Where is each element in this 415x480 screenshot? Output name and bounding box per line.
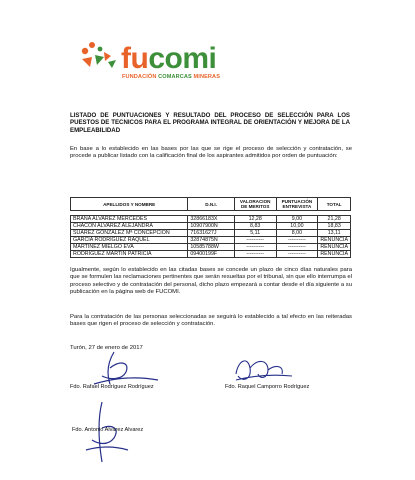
cell-total: 21,28 [318, 216, 351, 223]
logo-subtitle: FUNDACIÓN COMARCAS MINERAS [122, 74, 221, 80]
table-row [71, 251, 351, 258]
cell-total: 18,83 [318, 223, 351, 230]
cell-dni: 10585788W [188, 244, 234, 251]
hiring-paragraph: Para la contratación de las personas seleccionadas se seguirá lo establecido a tal efecto en las reiteradas bases que rigen el proceso de selección y contratación. [70, 314, 352, 328]
intro-paragraph: En base a lo establecido en las bases por las que se rige el proceso de selección y contratación, se procede a publicar listado con la calificación final de los aspirantes admitidos por orden de puntuación: [70, 146, 352, 160]
header-total: TOTAL [318, 198, 351, 211]
cell-interview: 10,00 [276, 223, 318, 230]
cell-name: GARCIA RODRIGUEZ RAQUEL [71, 237, 188, 244]
cell-interview: ---------- [276, 244, 318, 251]
cell-dni: 10907900N [188, 223, 234, 230]
cell-name: BRAÑA ALVAREZ MERCEDES [71, 216, 188, 223]
cell-merits: ---------- [234, 244, 276, 251]
document-title: LISTADO DE PUNTUACIONES Y RESULTADO DEL PROCESO DE SELECCIÓN PARA LOS PUESTOS DE TECNICOS PARA EL PROGRAMA INTEGRAL DE ORIENTACIÓN Y MEJORA DE LA EMPLEABILIDAD [70, 112, 350, 134]
cell-name: SUAREZ GONZALEZ Mª CONCEPCION [71, 230, 188, 237]
table-row [71, 223, 351, 230]
cell-merits: ---------- [234, 251, 276, 258]
header-merits: VALORACION DE MERITOS [234, 198, 276, 211]
cell-dni: 71631627J [188, 230, 234, 237]
signature-raquel [228, 352, 298, 388]
signature-antonio [80, 398, 140, 468]
cell-interview: 9,00 [276, 216, 318, 223]
claims-paragraph: Igualmente, según lo establecido en las citadas bases se concede un plazo de cinco días naturales para que se formulen las reclamaciones pertinentes que serán resueltas por el tribunal, sin que ello interrumpa el proceso selectivo y de contratación del personal, dicho plazo empezará a contar desde el día siguiente a su publicación en la página web de FUCOMI. [70, 267, 352, 296]
cell-interview: ---------- [276, 251, 318, 258]
table-row [71, 237, 351, 244]
cell-total: RENUNCIA [318, 237, 351, 244]
cell-merits: 5,11 [234, 230, 276, 237]
cell-merits: 12,28 [234, 216, 276, 223]
cell-dni: 09400199F [188, 251, 234, 258]
cell-total: RENUNCIA [318, 244, 351, 251]
cell-interview: ---------- [276, 237, 318, 244]
cell-name: CHACON ALVAREZ ALEJANDRA [71, 223, 188, 230]
table-header-row [71, 198, 351, 211]
cell-merits: ---------- [234, 237, 276, 244]
header-interview: PUNTUACIÓN ENTREVISTA [276, 198, 318, 211]
cell-interview: 8,00 [276, 230, 318, 237]
cell-dni: 32866183X [188, 216, 234, 223]
document-date: Turón, 27 de enero de 2017 [70, 345, 143, 351]
signature-line-3: Fdo. Antonio Alvarez Alvarez [72, 427, 144, 433]
cell-total: RENUNCIA [318, 251, 351, 258]
logo-mark-icon [78, 40, 122, 74]
cell-name: RODRIGUEZ MARTIN PATRICIA [71, 251, 188, 258]
table-row [71, 244, 351, 251]
table-row [71, 230, 351, 237]
fucomi-logo [78, 40, 238, 90]
header-dni: D.N.I. [188, 198, 234, 211]
header-name: APELLIDOS Y NOMBRE [71, 198, 188, 211]
cell-total: 13,11 [318, 230, 351, 237]
cell-merits: 8,83 [234, 223, 276, 230]
cell-name: MARTINEZ MIELGO EVA [71, 244, 188, 251]
signature-line-1: Fdo. Rafael Rodríguez Rodríguez [70, 384, 154, 390]
logo-wordmark: fucomi [121, 42, 217, 75]
cell-dni: 32874875N [188, 237, 234, 244]
signature-line-2: Fdo. Raquel Camporro Rodríguez [225, 384, 310, 390]
scores-table [70, 197, 351, 258]
table-row [71, 216, 351, 223]
